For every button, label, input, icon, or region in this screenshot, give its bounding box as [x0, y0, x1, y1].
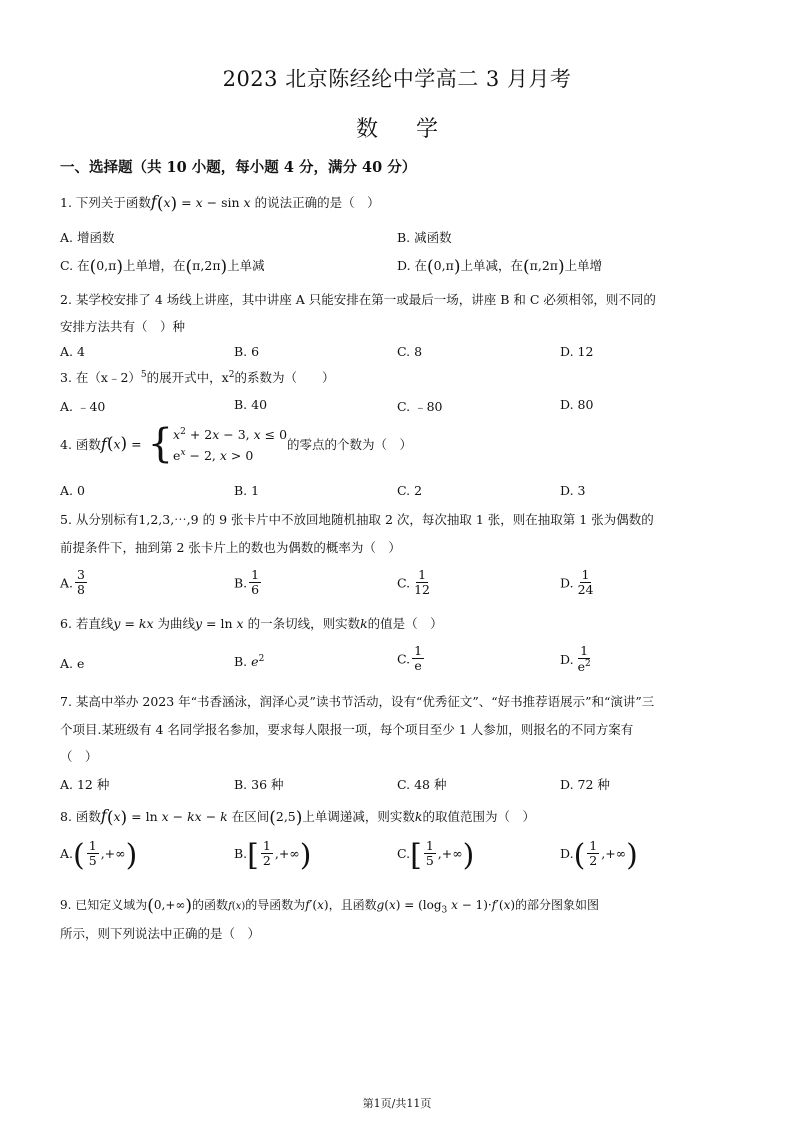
q7-option-d: D. 72 种	[560, 777, 610, 792]
q3-option-a: A. ﹣40	[60, 399, 106, 414]
q8-option-c: C.[ $\frac{1}{5}$ ,+∞)	[397, 837, 475, 873]
piecewise-function: {$x^2 + 2x - 3$, x ≤ 0 $e^x - 2$, x > 0	[147, 421, 288, 468]
q7-option-b: B. 36 种	[234, 777, 284, 792]
q2-option-a: A. 4	[60, 344, 85, 359]
q2-option-b: B. 6	[234, 344, 260, 359]
q7-option-c: C. 48 种	[397, 777, 447, 792]
question-7-line3: （ ）	[60, 749, 98, 764]
q2-option-c: C. 8	[397, 344, 423, 359]
q3-option-b: B. 40	[234, 397, 268, 412]
question-7-line2: 个项目.某班级有 4 名同学报名参加，要求每人限报一项，每个项目至少 1 人参加，则报名的不同方案有	[60, 722, 634, 737]
q8-option-b: B.[ $\frac{1}{2}$ ,+∞)	[234, 837, 312, 873]
q5-option-c: C. $\frac{1}{12}$	[397, 567, 430, 598]
question-6: 6. 若直线y = kx 为曲线y = ln x 的一条切线，则实数k的值是（ ）	[60, 616, 443, 631]
q5-option-d: D. $\frac{1}{24}$	[560, 567, 594, 598]
question-2-line2: 安排方法共有（ ）种	[60, 319, 186, 334]
q1-option-a: A. 增函数	[60, 230, 115, 245]
question-7-line1: 7. 某高中举办 2023 年“书香涵泳，润泽心灵”读书节活动，设有“优秀征文”、“好书推荐语展示”和“演讲”三	[60, 694, 655, 709]
section-heading: 一、选择题（共 10 小题，每小题 4 分，满分 40 分）	[60, 159, 417, 176]
q6-option-d: D. $\frac{1}{e^2}$	[560, 643, 591, 675]
question-4: 4. 函数$f(x) = \{x^2 + 2x - 3$, x ≤ 0 $e^x - 2$, x > 0的零点的个数为（ ）	[60, 421, 413, 468]
q1-option-c: C. 在(0,π)上单增，在(π,2π)上单减	[60, 257, 265, 277]
exam-title: 2023 北京陈经纶中学高二 3 月月考	[222, 67, 572, 91]
q4-option-a: A. 0	[60, 483, 85, 498]
q7-option-a: A. 12 种	[60, 777, 110, 792]
q5-option-b: B. $\frac{1}{6}$	[234, 567, 260, 598]
page-footer: 第1页/共11页	[362, 1097, 432, 1110]
q6-option-b: B. $e^2$	[234, 654, 265, 670]
question-9-line2: 所示，则下列说法中正确的是（ ）	[60, 926, 261, 941]
question-2-line1: 2. 某学校安排了 4 场线上讲座，其中讲座 A 只能安排在第一或最后一场，讲座 B 和 C 必须相邻，则不同的	[60, 292, 656, 307]
subject-title: 数学	[355, 117, 476, 142]
q2-option-d: D. 12	[560, 344, 594, 359]
q8-option-d: D.( $\frac{1}{2}$ ,+∞)	[560, 837, 638, 873]
q1-option-b: B. 减函数	[397, 230, 452, 245]
q4-option-b: B. 1	[234, 483, 260, 498]
q1-option-d: D. 在(0,π)上单减，在(π,2π)上单增	[397, 257, 603, 277]
question-8: 8. 函数f(x) = ln x − kx − k 在区间(2,5)上单调递减，则实数k的取值范围为（ ）	[60, 806, 536, 828]
question-1: 1. 下列关于函数f(x) = x − sin x 的说法正确的是（ ）	[60, 192, 380, 214]
q8-option-a: A.( $\frac{1}{5}$ ,+∞)	[60, 837, 138, 873]
q3-option-c: C. ﹣80	[397, 399, 443, 414]
q3-option-d: D. 80	[560, 397, 594, 412]
question-3: 3. 在（x﹣2）$^5$的展开式中，$x^2$的系数为（ ）	[60, 369, 335, 385]
q4-option-d: D. 3	[560, 483, 586, 498]
q6-option-c: C. $\frac{1}{e}$	[397, 643, 423, 674]
q6-option-a: A. e	[60, 656, 85, 671]
question-9-line1: 9. 已知定义域为(0,+∞)的函数f(x)的导函数为f′(x)，且函数$g(x) = (\log_3$ x − 1)·f′(x)的部分图象如图	[60, 896, 600, 916]
question-5-line1: 5. 从分别标有1,2,3,⋯,9 的 9 张卡片中不放回地随机抽取 2 次，每次抽取 1 张，则在抽取第 1 张为偶数的	[60, 512, 654, 527]
q4-option-c: C. 2	[397, 483, 423, 498]
question-5-line2: 前提条件下，抽到第 2 张卡片上的数也为偶数的概率为（ ）	[60, 540, 401, 555]
q5-option-a: A. $\frac{3}{8}$	[60, 567, 85, 598]
